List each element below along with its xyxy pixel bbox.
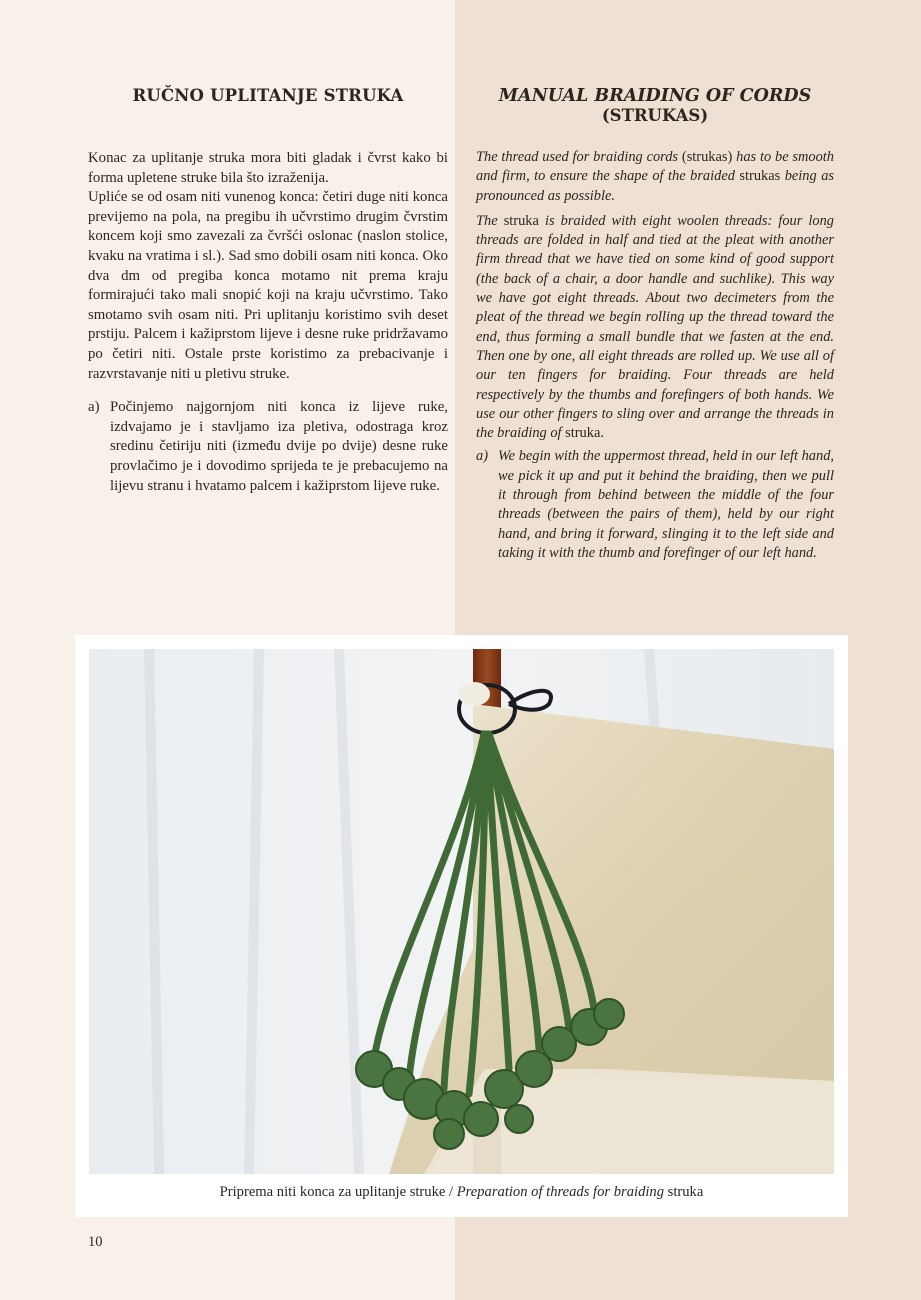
left-paragraph-1: Konac za uplitanje struka mora biti gladak i čvrst kako bi forma upletene struke bila što izraženija. <box>88 150 448 186</box>
right-title-line-1: MANUAL BRAIDING OF CORDS <box>498 86 812 106</box>
left-paragraph-2: Upliće se od osam niti vunenog konca: četiri duge niti konca previjemo na pola, na pregibu ih učvrstimo drugim čvrstim koncem koji smo zavezali za čvršći oslonac (naslon stolice, kvaku na vratima i sl.). Sad smo dobili osam niti konca. Oko dva dm od pregiba konca motamo nit prema kraju formirajući tako mali snopić koji na kraju učvrstimo. Tako smotamo svih osam niti. Pri uplitanju koristimo svih deset prstiju. Palcem i kažiprstom lijeve i desne ruke pridržavamo po četiri niti. Ostale prste koristimo za prebacivanje i razvrstavanje niti u pletivu struke. <box>88 189 448 382</box>
right-paragraph-2: The struka is braided with eight woolen threads: four long threads are folded in half and tied at the pleat with another firm thread that we have tied on some kind of good support (the back of a chair, a door handle and suchlike). This way we have got eight threads. About two decimeters from the pleat of the thread we begin rolling up the thread toward the end, thus forming a small bundle that we fasten at the end. Then one by one, all eight threads are rolled up. We use all of our ten fingers for braiding. Four threads are held respectively by the thumbs and forefingers of both hands. We use our other fingers to sling over and arrange the threads in the braiding of struka. <box>476 212 835 442</box>
right-paragraph-1: The thread used for braiding cords (strukas) has to be smooth and firm, to ensure the shape of the braided strukas being as pronounced as possible. <box>476 149 835 204</box>
right-list-text: We begin with the uppermost thread, held in our left hand, we pick it up and put it behind the braiding, then we pull it through from behind between the middle of the four threads (between the pairs of them), held by our right hand, and bring it forward, slinging it to the left side and taking it with the thumb and forefinger of our left hand. <box>498 448 834 561</box>
left-body <box>88 149 448 496</box>
right-list-marker: a) <box>476 448 488 465</box>
right-title <box>476 86 834 126</box>
left-list-marker: a) <box>88 399 100 416</box>
left-list-text: Počinjemo najgornjom niti konca iz lijeve ruke, izdvajamo je i stavljamo iza pletiva, odostraga kroz sredinu četiriju niti (između dvije po dvije) desne ruke provlačimo je i dovodimo sprijeda te je prebacujemo na lijevu stranu i hvatamo palcem i kažiprstom lijeve ruke. <box>110 399 448 494</box>
page-number: 10 <box>88 1234 103 1250</box>
left-list-item-a <box>88 398 448 496</box>
right-list-item-a <box>476 447 834 563</box>
figure-card <box>75 635 848 1217</box>
yarn-tassel-photo <box>89 649 834 1174</box>
right-body <box>476 148 834 563</box>
photo-illustration <box>89 649 834 1174</box>
right-title-line-2: (STRUKAS) <box>601 106 709 125</box>
left-title: RUČNO UPLITANJE STRUKA <box>132 86 404 105</box>
figure-caption: Priprema niti konca za uplitanje struke / Preparation of threads for braiding struka <box>219 1184 704 1200</box>
